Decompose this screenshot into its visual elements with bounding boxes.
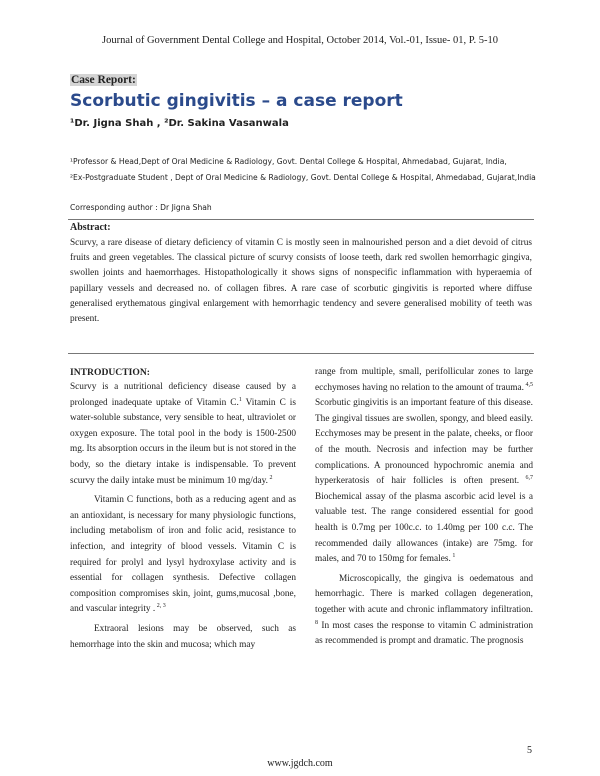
article-type-label: Case Report: (71, 74, 136, 86)
affiliation-1: ¹Professor & Head,Dept of Oral Medicine & Radiology, Govt. Dental College & Hospital, Ahmedabad, Gujarat, India, (70, 157, 507, 166)
divider-top (68, 219, 534, 220)
footer-url[interactable]: www.jgdch.com (267, 758, 333, 769)
page-number: 5 (527, 745, 532, 756)
intro-paragraph-2: Vitamin C functions, both as a reducing agent and as an antioxidant, is necessary for many physiologic functions, including metabolism of iron and folic acid, resistance to infection, and integrity of blood vessels. Vitamin C is required for prolyl and lysyl hydroxylase activity and is essential for collagen synthesis. Defective collagen composition compromises skin, joint, gums,mucosal ,bone, and vascular integrity . $^{2, 3}$ (70, 495, 296, 615)
intro-paragraph-5: Microscopically, the gingiva is oedematous and hemorrhagic. There is marked collagen degeneration, together with acute and chronic inflammatory infiltration. $^8$ In most cases the response to vitamin C administration as recommended is prompt and dramatic. The prognosis (315, 573, 533, 647)
corresponding-author: Corresponding author : Dr Jigna Shah (70, 203, 212, 212)
abstract-heading: Abstract: (70, 222, 111, 233)
right-column (315, 365, 533, 650)
introduction-heading: INTRODUCTION: (70, 367, 150, 378)
intro-paragraph-4: range from multiple, small, perifollicular zones to large ecchymoses having no relation to the amount of trauma. $^{4,5}$ Scorbutic gingivitis is an important feature of this disease. The gingival tissues are swollen, spongy, and bleed easily. Ecchymoses may be present in the palate, cheeks, or floor of the mouth. Necrosis and infection may be further complications. A pronounced hypochromic anemia and hyperkeratosis of hair follicles is often present. $^{6,7}$ Biochemical assay of the plasma ascorbic acid level is a valuable test. The range considered essential for good health is 0.7mg per 100c.c. to 1.40mg per 100 c.c. The recommended daily allowances (intake) are 75mg. for males, and 70 to 150mg for females. $^1$ (315, 367, 534, 565)
journal-header: Journal of Government Dental College and Hospital, October 2014, Vol.-01, Issue- 01, P. 5-10 (102, 35, 498, 46)
intro-paragraph-3: Extraoral lesions may be observed, such as hemorrhage into the skin and mucosa; which may (70, 623, 296, 650)
paper-title: Scorbutic gingivitis – a case report (70, 91, 403, 111)
divider-bottom (68, 353, 534, 354)
left-column (70, 365, 296, 653)
intro-paragraph-1: Scurvy is a nutritional deficiency disease caused by a prolonged inadequate uptake of Vitamin C.$^1$ Vitamin C is water-soluble substance, very sensible to heat, ultraviolet or oxygen exposure. The total pool in the body is 1500-2500 mg. Its absorption occurs in the ileum but is not stored in the body, so the dietary intake is indispensable. To prevent scurvy the daily intake must be minimum 10 mg/day. $^2$ (70, 382, 296, 486)
affiliation-2: ²Ex-Postgraduate Student , Dept of Oral Medicine & Radiology, Govt. Dental College & Hospital, Ahmedabad, Gujarat,India (70, 173, 536, 182)
authors: ¹Dr. Jigna Shah , ²Dr. Sakina Vasanwala (70, 118, 289, 129)
abstract-text: Scurvy, a rare disease of dietary deficiency of vitamin C is mostly seen in malnourished person and a diet devoid of citrus fruits and green vegetables. The classical picture of scurvy consists of loose teeth, dark red swollen hemorrhagic gingiva, swollen joints and haemorrhages. Histopathologically it shows signs of nonspecific inflammation with hyperaemia of papillary vessels and decreased no. of collagen fibres. A rare case of scorbutic gingivitis is reported where diffuse generalised erythematous gingival enlargement with hemorrhagic tendency and severe generalised mobility of teeth was present. (70, 238, 532, 325)
